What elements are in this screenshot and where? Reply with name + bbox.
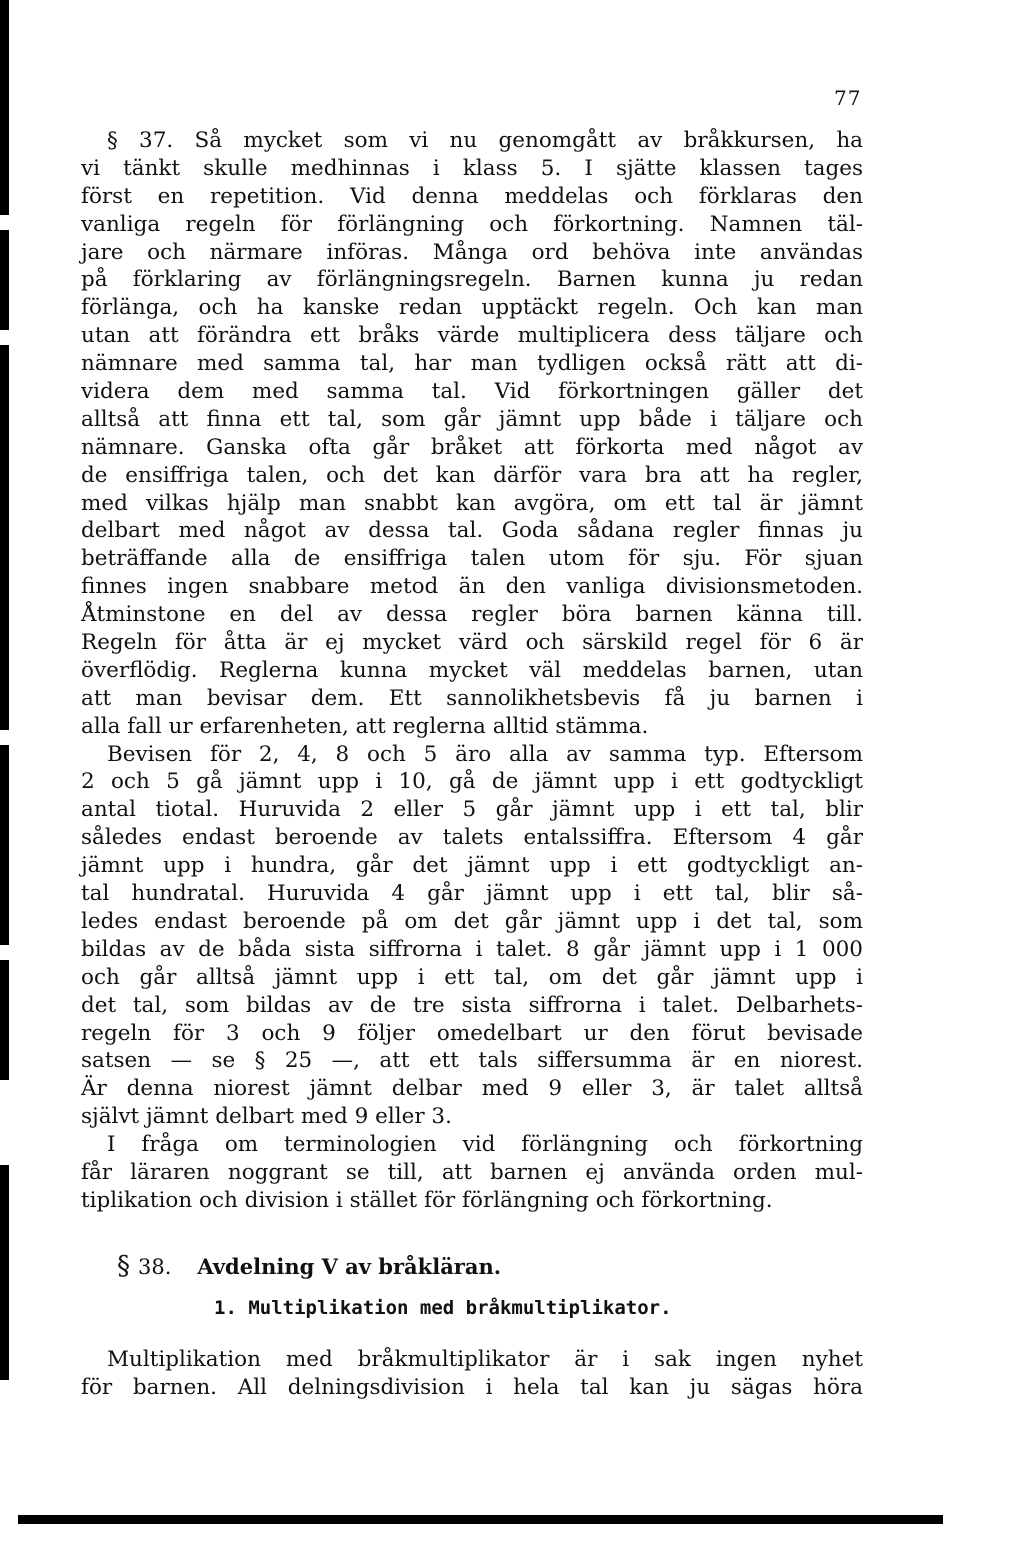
text-line: överflödig. Reglerna kunna mycket väl meddelas barnen, utan: [81, 657, 863, 683]
body-text: [81, 127, 863, 1215]
text-line: således endast beroende av talets entalssiffra. Eftersom 4 går: [81, 825, 863, 851]
text-line: nämnare med samma tal, har man tydligen också rätt att di-: [81, 351, 863, 377]
text-line: jämnt upp i hundra, går det jämnt upp i ett godtyckligt an-: [81, 853, 863, 879]
section-heading: [117, 1251, 501, 1281]
text-line: bildas av de båda sista siffrorna i talet. 8 går jämnt upp i 1 000: [81, 936, 863, 962]
text-line: tiplikation och division i stället för förlängning och förkortning.: [81, 1187, 773, 1213]
text-line: utan att förändra ett bråks värde multiplicera dess täljare och: [81, 323, 863, 349]
scan-edge-bar: [0, 745, 9, 945]
text-line: delbart med något av dessa tal. Goda sådana regler finnas ju: [81, 518, 863, 544]
text-line: 2 och 5 gå jämnt upp i 10, gå de jämnt upp i ett godtyckligt: [81, 769, 863, 795]
section-text: [81, 1346, 863, 1402]
text-line: vanliga regeln för förlängning och förkortning. Namnen täl-: [81, 211, 863, 237]
subsection-heading: 1. Multiplikation med bråkmultiplikator.: [214, 1297, 672, 1319]
text-line: tal hundratal. Huruvida 4 går jämnt upp i ett tal, blir så-: [81, 881, 863, 907]
section-symbol: §: [117, 1251, 130, 1281]
scan-edge-bar: [0, 1165, 9, 1380]
text-line: videra dem med samma tal. Vid förkortningen gäller det: [81, 379, 863, 405]
text-line: beträffande alla de ensiffriga talen utom för sju. För sjuan: [81, 546, 863, 572]
page-number: 77: [834, 86, 862, 110]
text-line: med vilkas hjälp man snabbt kan avgöra, om ett tal är jämnt: [81, 490, 863, 516]
text-line: Bevisen för 2, 4, 8 och 5 äro alla av samma typ. Eftersom: [107, 741, 863, 767]
text-line: först en repetition. Vid denna meddelas och förklaras den: [81, 183, 863, 209]
text-line: § 37. Så mycket som vi nu genomgått av bråkkursen, ha: [107, 128, 863, 153]
text-line: på förklaring av förlängningsregeln. Barnen kunna ju redan: [81, 267, 863, 293]
text-line: Multiplikation med bråkmultiplikator är i sak ingen nyhet: [107, 1347, 863, 1372]
scan-edge-bar: [0, 230, 9, 330]
text-line: regeln för 3 och 9 följer omedelbart ur den förut bevisade: [81, 1020, 863, 1046]
text-line: självt jämnt delbart med 9 eller 3.: [81, 1104, 452, 1130]
scan-edge-bar: [0, 345, 9, 730]
text-line: det tal, som bildas av de tre sista siffrorna i talet. Delbarhets-: [81, 992, 863, 1018]
text-line: antal tiotal. Huruvida 2 eller 5 går jämnt upp i ett tal, blir: [81, 797, 863, 823]
text-line: vi tänkt skulle medhinnas i klass 5. I sjätte klassen tages: [81, 155, 863, 181]
scan-edge-bar: [0, 0, 9, 215]
text-line: förlänga, och ha kanske redan upptäckt regeln. Och kan man: [81, 295, 863, 321]
text-line: de ensiffriga talen, och det kan därför vara bra att ha regler,: [81, 462, 863, 488]
text-line: för barnen. All delningsdivision i hela tal kan ju sägas höra: [81, 1374, 863, 1400]
scan-edge-bar: [0, 960, 9, 1080]
text-line: får läraren noggrant se till, att barnen ej använda orden mul-: [81, 1159, 863, 1185]
section-number: 38.: [138, 1255, 172, 1279]
section-title: Avdelning V av bråkläran.: [197, 1254, 502, 1279]
text-line: jare och närmare införas. Många ord behöva inte användas: [81, 239, 863, 265]
text-line: Åtminstone en del av dessa regler böra barnen känna till.: [81, 602, 863, 628]
text-line: I fråga om terminologien vid förlängning och förkortning: [107, 1132, 863, 1158]
text-line: nämnare. Ganska ofta går bråket att förkorta med något av: [81, 434, 863, 460]
text-line: Regeln för åtta är ej mycket värd och särskild regel för 6 är: [81, 630, 863, 656]
text-line: Är denna niorest jämnt delbar med 9 eller 3, är talet alltså: [81, 1076, 863, 1102]
text-line: finnes ingen snabbare metod än den vanliga divisionsmetoden.: [81, 574, 863, 600]
text-line: ledes endast beroende på om det går jämnt upp i det tal, som: [81, 908, 863, 934]
text-line: alla fall ur erfarenheten, att reglerna alltid stämma.: [81, 713, 649, 739]
text-line: satsen — se § 25 —, att ett tals siffersumma är en niorest.: [81, 1048, 863, 1074]
bottom-scan-rule: [18, 1515, 943, 1524]
text-line: och går alltså jämnt upp i ett tal, om det går jämnt upp i: [81, 964, 863, 990]
text-line: alltså att finna ett tal, som går jämnt upp både i täljare och: [81, 406, 863, 432]
text-line: att man bevisar dem. Ett sannolikhetsbevis få ju barnen i: [81, 685, 863, 711]
